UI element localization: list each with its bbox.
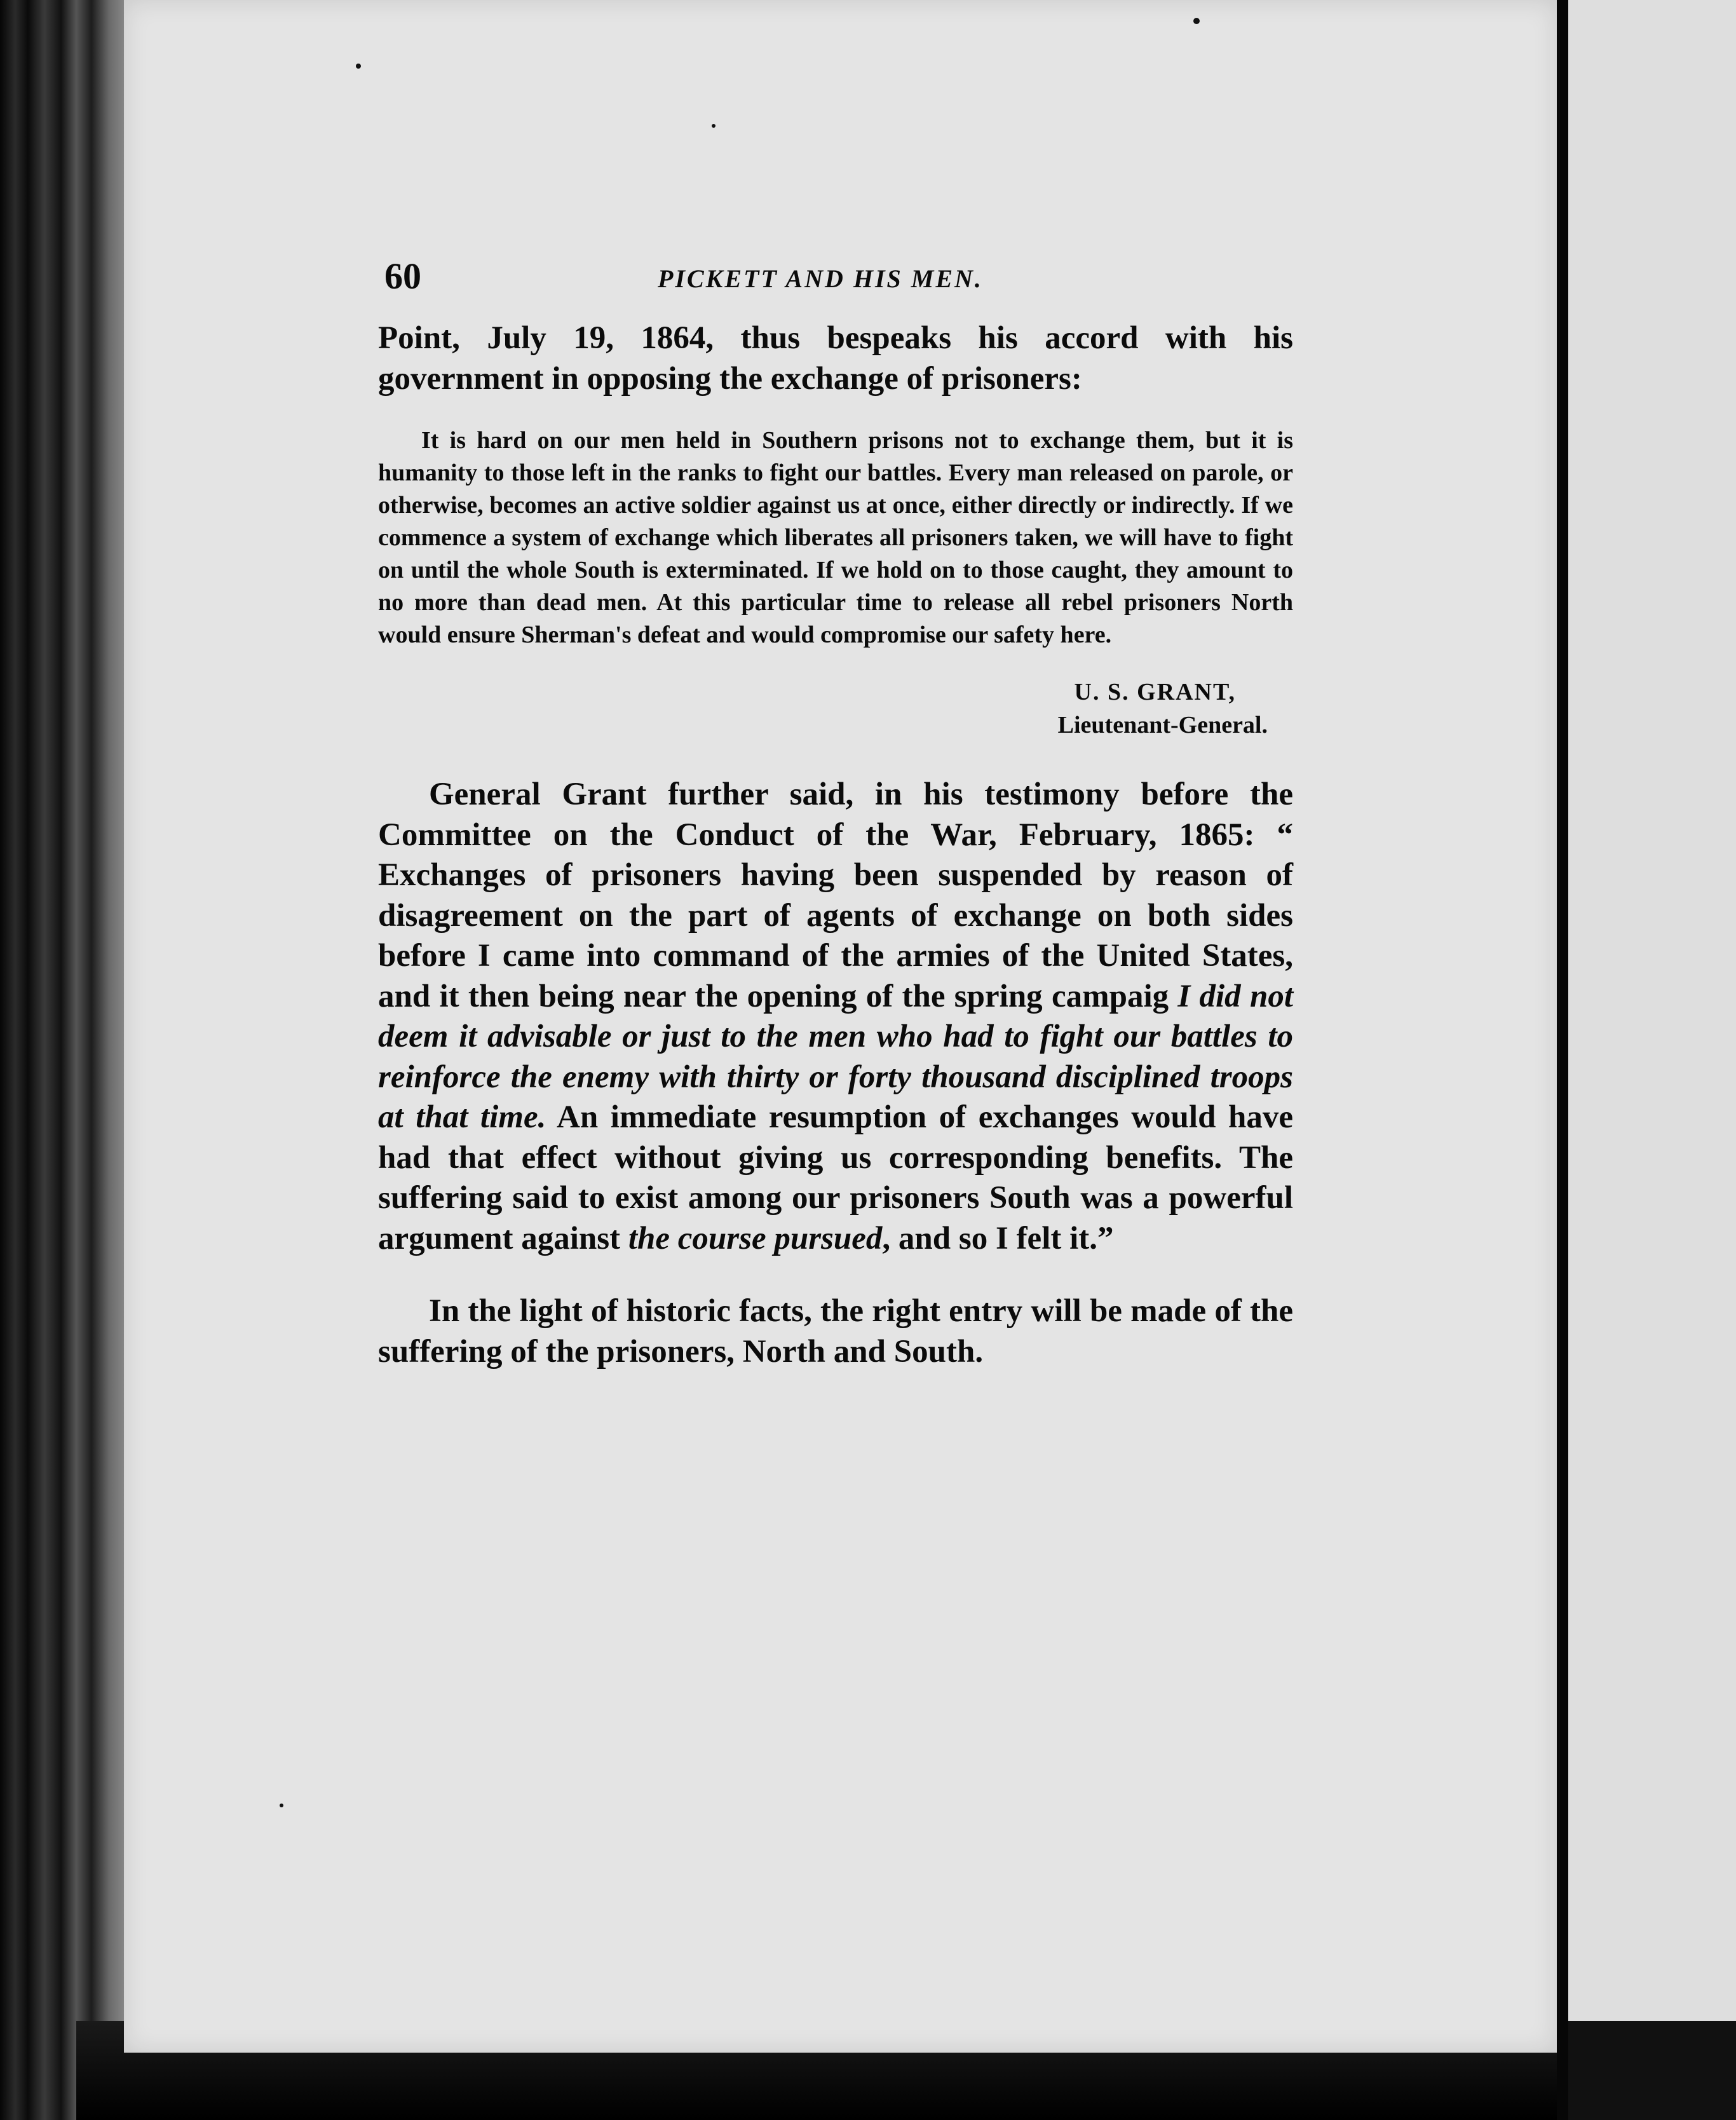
grant-quote: It is hard on our men held in Southern prisons not to exchange them, but it is humanity to those left in the ranks to fight our battles. Every man released on parole, or otherwise, becomes an active soldier against us at once, either directly or indirectly. If we commence a system of exchange which liberates all prisoners taken, we will have to fight on until the whole South is exterminated. If we hold on to those caught, they amount to no more than dead men. At this particular time to release all rebel prisoners North would ensure Sherman's defeat and would compromise our safety here.: [378, 427, 1293, 648]
testimony-text: An immediate resumption of exchanges would have had that effect without giving us corresponding benefits. The suffering said to exist among our prisoners South was a powerful argument against: [378, 1099, 1293, 1256]
signature-title: Lieutenant-General.: [1057, 712, 1268, 738]
testimony-text: , and so I felt it.”: [882, 1220, 1114, 1256]
page-gutter: [1557, 0, 1568, 2120]
testimony-text: General Grant further said, in his testimony before the Committee on the Conduct of the War, February, 1865: “ Exchanges of prisoners having been suspended by reason of disagreement on the part of agents of exchange on both sides before I came into command of the armies of the United States, and it then being near the opening of the spring campaig: [378, 777, 1293, 1014]
next-page-edge: [1568, 0, 1736, 2120]
page-number: 60: [384, 255, 421, 297]
scan-speck: [1193, 18, 1200, 24]
page-content: [378, 254, 1293, 1404]
testimony-italic-text: the course pursued: [628, 1220, 883, 1256]
running-head: [378, 254, 1293, 299]
book-spine: [0, 0, 127, 2120]
scan-speck: [280, 1804, 283, 1807]
signature-block: [378, 676, 1293, 742]
next-page-shadow: [1568, 2021, 1736, 2120]
testimony-paragraph: [378, 775, 1293, 1259]
intro-paragraph: Point, July 19, 1864, thus bespeaks his accord with his government in opposing the exchange of prisoners:: [378, 320, 1293, 397]
closing-paragraph: In the light of historic facts, the right entry will be made of the suffering of the prisoners, North and South.: [378, 1293, 1293, 1369]
testimony-italic-text: I did not deem it advisable or just to the men who had to fight our battles to reinforce the enemy with thirty or forty thousand disciplined troops at that time.: [378, 978, 1293, 1135]
running-title: PICKETT AND HIS MEN.: [658, 264, 983, 293]
scan-speck: [356, 64, 361, 69]
signature-name: U. S. GRANT,: [1074, 679, 1236, 705]
scan-speck: [712, 124, 715, 128]
